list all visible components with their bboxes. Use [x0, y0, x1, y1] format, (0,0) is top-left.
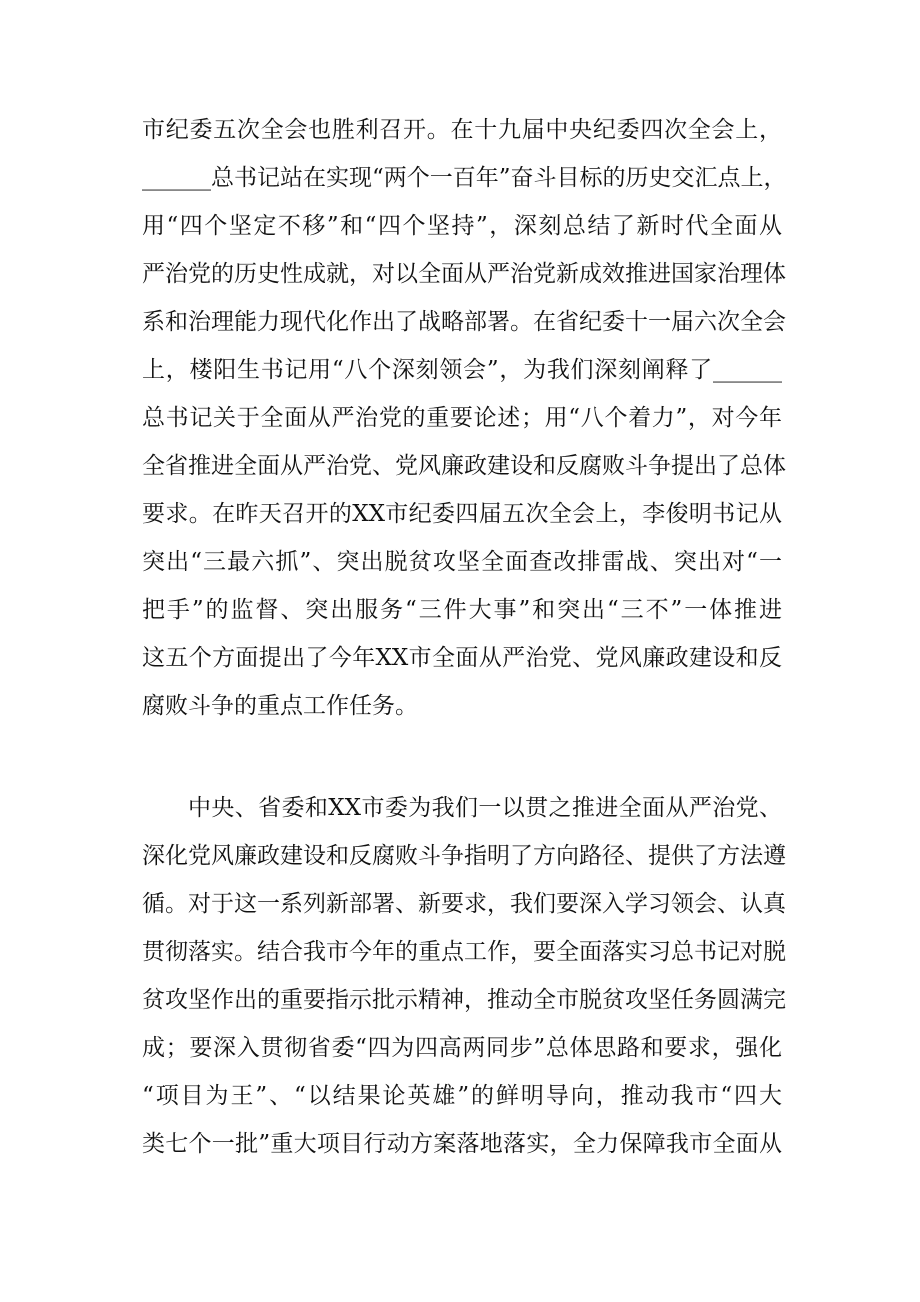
paragraph-1-line-12: 这五个方面提出了今年XX市全面从严治党、党风廉政建设和反: [142, 645, 782, 671]
paragraph-1-line-3: 用“四个坚定不移”和“四个坚持”，深刻总结了新时代全面从: [142, 213, 782, 239]
paragraph-2-line-3: 循。对于这一系列新部署、新要求，我们要深入学习领会、认真: [142, 891, 786, 917]
paragraph-2-line-5: 贫攻坚作出的重要指示批示精神，推动全市脱贫攻坚任务圆满完: [142, 987, 786, 1013]
paragraph-2-line-2: 深化党风廉政建设和反腐败斗争指明了方向路径、提供了方法遵: [142, 843, 786, 869]
paragraph-1-line-13: 腐败斗争的重点工作任务。: [142, 693, 418, 719]
paragraph-1-line-8: 全省推进全面从严治党、党风廉政建设和反腐败斗争提出了总体: [142, 453, 786, 479]
paragraph-1-line-6: 上，楼阳生书记用“八个深刻领会”，为我们深刻阐释了______: [142, 357, 782, 383]
paragraph-2-line-8: 类七个一批”重大项目行动方案落地落实，全力保障我市全面从: [142, 1131, 782, 1157]
paragraph-1-line-11: 把手”的监督、突出服务“三件大事”和突出“三不”一体推进: [142, 597, 782, 623]
paragraph-2-line-1: 中央、省委和XX市委为我们一以贯之推进全面从严治党、: [188, 795, 782, 821]
paragraph-1-line-1: 市纪委五次全会也胜利召开。在十九届中央纪委四次全会上，: [142, 117, 782, 143]
paragraph-2-line-6: 成；要深入贯彻省委“四为四高两同步”总体思路和要求，强化: [142, 1035, 782, 1061]
paragraph-1-line-7: 总书记关于全面从严治党的重要论述；用“八个着力”，对今年: [142, 405, 782, 431]
paragraph-1-line-4: 严治党的历史性成就，对以全面从严治党新成效推进国家治理体: [142, 261, 786, 287]
paragraph-1-line-2: ______总书记站在实现“两个一百年”奋斗目标的历史交汇点上，: [142, 165, 787, 191]
paragraph-1-line-9: 要求。在昨天召开的XX市纪委四届五次全会上，李俊明书记从: [142, 501, 782, 527]
paragraph-1-line-10: 突出“三最六抓”、突出脱贫攻坚全面查改排雷战、突出对“一: [142, 549, 782, 575]
paragraph-1-line-5: 系和治理能力现代化作出了战略部署。在省纪委十一届六次全会: [142, 309, 786, 335]
paragraph-2-line-4: 贯彻落实。结合我市今年的重点工作，要全面落实习总书记对脱: [142, 939, 786, 965]
paragraph-2-line-7: “项目为王”、“以结果论英雄”的鲜明导向，推动我市“四大: [142, 1083, 782, 1109]
